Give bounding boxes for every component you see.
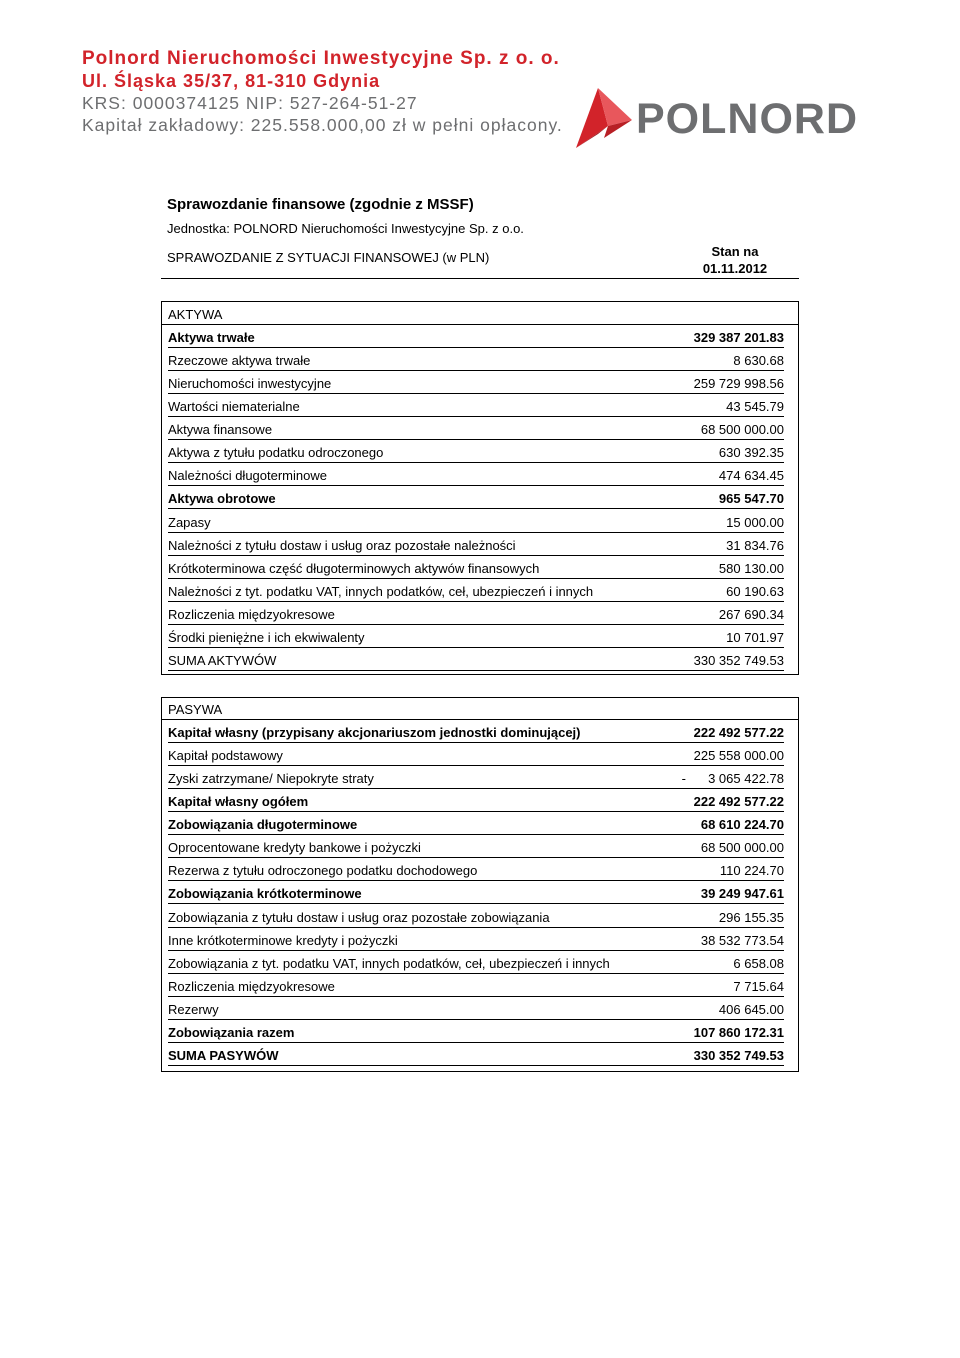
pasywa-row <box>168 1048 784 1064</box>
pasywa-row-rule <box>168 742 784 743</box>
aktywa-row-label: Zapasy <box>168 514 211 530</box>
aktywa-row-rule <box>168 555 784 556</box>
aktywa-row-value: 330 352 749.53 <box>693 652 784 668</box>
aktywa-row-rule <box>168 578 784 579</box>
pasywa-row-label: Zobowiązania długoterminowe <box>168 817 358 833</box>
pasywa-row-sign: - <box>681 771 686 787</box>
pasywa-row-value: 39 249 947.61 <box>700 886 784 902</box>
pasywa-row <box>168 933 784 949</box>
pasywa-table <box>161 697 799 1072</box>
pasywa-row-value: 222 492 577.22 <box>693 725 784 740</box>
aktywa-row-label: Aktywa finansowe <box>168 422 273 438</box>
pasywa-row-label: Zobowiązania krótkoterminowe <box>168 886 362 902</box>
pasywa-row-rule <box>168 950 784 951</box>
aktywa-row-rule <box>168 462 784 463</box>
pasywa-row <box>168 1002 784 1018</box>
aktywa-row-rule <box>168 485 784 486</box>
pasywa-row-rule <box>168 788 784 789</box>
aktywa-row-label: Aktywa obrotowe <box>168 491 276 507</box>
aktywa-row-rule <box>168 393 784 394</box>
pasywa-row-label: Kapitał własny ogółem <box>168 794 309 810</box>
aktywa-row-rule <box>168 439 784 440</box>
aktywa-row-label: Środki pieniężne i ich ekwiwalenty <box>168 629 365 645</box>
aktywa-row-label: Nieruchomości inwestycyjne <box>168 376 332 392</box>
pasywa-row-value: 107 860 172.31 <box>693 1024 784 1040</box>
aktywa-row <box>168 538 784 554</box>
pasywa-row-value: 222 492 577.22 <box>693 794 784 810</box>
pasywa-row-label: Zobowiązania z tytułu dostaw i usług oraz pozostałe zobowiązania <box>168 909 550 925</box>
aktywa-row-label: Rzeczowe aktywa trwałe <box>168 353 311 369</box>
aktywa-row-rule <box>168 601 784 602</box>
aktywa-row-label: Rozliczenia międzyokresowe <box>168 606 335 622</box>
aktywa-row-label: Krótkoterminowa część długoterminowych aktywów finansowych <box>168 560 540 576</box>
pasywa-row-label: Zobowiązania z tyt. podatku VAT, innych podatków, ceł, ubezpieczeń i innych <box>168 955 610 971</box>
pasywa-row-label: SUMA PASYWÓW <box>168 1047 279 1063</box>
aktywa-row-rule <box>168 670 784 671</box>
aktywa-row-value: 15 000.00 <box>726 514 784 530</box>
aktywa-row-value: 630 392.35 <box>718 445 784 461</box>
pasywa-row-rule <box>168 903 784 904</box>
pasywa-row <box>168 840 784 856</box>
aktywa-row <box>168 584 784 600</box>
pasywa-row-rule <box>168 1042 784 1043</box>
aktywa-row-rule <box>168 508 784 509</box>
aktywa-row-value: 267 690.34 <box>718 606 784 622</box>
pasywa-row-label: Zobowiązania razem <box>168 1024 295 1040</box>
pasywa-row-value: 7 715.64 <box>733 978 784 994</box>
pasywa-row-rule <box>168 834 784 835</box>
aktywa-row-value: 10 701.97 <box>726 629 784 645</box>
aktywa-row <box>168 515 784 531</box>
pasywa-row <box>168 794 784 810</box>
polnord-logo <box>574 86 859 152</box>
company-address: Ul. Śląska 35/37, 81-310 Gdynia <box>82 71 381 91</box>
report-date-header <box>700 243 770 277</box>
aktywa-row-label: SUMA AKTYWÓW <box>168 652 277 668</box>
aktywa-heading-rule <box>162 324 798 325</box>
aktywa-row <box>168 422 784 438</box>
aktywa-row <box>168 445 784 461</box>
aktywa-row-rule <box>168 624 784 625</box>
company-name: Polnord Nieruchomości Inwestycyjne Sp. z o. o. <box>82 48 560 69</box>
aktywa-row-label: Aktywa trwałe <box>168 330 255 345</box>
pasywa-row-label: Rezerwa z tytułu odroczonego podatku dochodowego <box>168 863 478 879</box>
aktywa-row-value: 31 834.76 <box>726 537 784 553</box>
stan-na-date: 01.11.2012 <box>702 261 768 276</box>
aktywa-row-rule <box>168 532 784 533</box>
aktywa-row-rule <box>168 416 784 417</box>
aktywa-row <box>168 399 784 415</box>
aktywa-row-value: 68 500 000.00 <box>700 422 784 438</box>
aktywa-row-value: 43 545.79 <box>726 399 784 415</box>
aktywa-table <box>161 301 799 675</box>
aktywa-row <box>168 653 784 669</box>
pasywa-row-rule <box>168 996 784 997</box>
pasywa-row <box>168 910 784 926</box>
pasywa-row-value: 225 558 000.00 <box>693 748 784 764</box>
company-header <box>82 48 563 136</box>
pasywa-row-label: Zyski zatrzymane/ Niepokryte straty <box>168 771 374 787</box>
aktywa-row-value: 259 729 998.56 <box>693 376 784 392</box>
pasywa-row <box>168 748 784 764</box>
pasywa-row-rule <box>168 927 784 928</box>
pasywa-row-label: Rozliczenia międzyokresowe <box>168 978 335 994</box>
pasywa-row <box>168 956 784 972</box>
aktywa-row-rule <box>168 347 784 348</box>
aktywa-row-label: Aktywa z tytułu podatku odroczonego <box>168 445 384 461</box>
aktywa-row-label: Należności z tytułu dostaw i usług oraz pozostałe należności <box>168 537 516 553</box>
header-divider <box>161 278 799 279</box>
aktywa-row-rule <box>168 647 784 648</box>
stan-na-label: Stan na <box>711 244 759 259</box>
pasywa-row <box>168 1025 784 1041</box>
aktywa-row <box>168 330 784 346</box>
pasywa-row-label: Kapitał własny (przypisany akcjonariuszom jednostki dominującej) <box>168 725 581 740</box>
pasywa-row-value: 330 352 749.53 <box>693 1047 784 1063</box>
aktywa-row-value: 474 634.45 <box>718 468 784 484</box>
pasywa-row <box>168 886 784 902</box>
pasywa-row-rule <box>168 1019 784 1020</box>
report-title: Sprawozdanie finansowe (zgodnie z MSSF) <box>167 196 474 213</box>
pasywa-row <box>168 817 784 833</box>
aktywa-row-label: Należności z tyt. podatku VAT, innych podatków, ceł, ubezpieczeń i innych <box>168 583 594 599</box>
pasywa-row-label: Rezerwy <box>168 1001 219 1017</box>
pasywa-row-value: 296 155.35 <box>718 909 784 925</box>
pasywa-row-label: Inne krótkoterminowe kredyty i pożyczki <box>168 932 398 948</box>
pasywa-row-rule <box>168 857 784 858</box>
pasywa-row <box>168 979 784 995</box>
company-capital: Kapitał zakładowy: 225.558.000,00 zł w pełni opłacony. <box>82 115 563 135</box>
report-section-title: SPRAWOZDANIE Z SYTUACJI FINANSOWEJ (w PLN) <box>167 250 490 265</box>
pasywa-row <box>168 771 784 787</box>
pasywa-row-rule <box>168 811 784 812</box>
aktywa-row <box>168 561 784 577</box>
pasywa-row-rule <box>168 1065 784 1066</box>
aktywa-row-value: 60 190.63 <box>726 583 784 599</box>
aktywa-row <box>168 376 784 392</box>
aktywa-row <box>168 607 784 623</box>
aktywa-row <box>168 630 784 646</box>
pasywa-heading-rule <box>162 719 798 720</box>
aktywa-heading: AKTYWA <box>168 307 223 322</box>
pasywa-row-value: 68 500 000.00 <box>700 840 784 856</box>
polnord-logo-mark-icon <box>574 86 634 152</box>
pasywa-row-value: 406 645.00 <box>718 1001 784 1017</box>
aktywa-row <box>168 491 784 507</box>
aktywa-row-value: 965 547.70 <box>718 491 784 507</box>
aktywa-row-value: 8 630.68 <box>733 353 784 369</box>
company-krs-nip: KRS: 0000374125 NIP: 527-264-51-27 <box>82 93 418 113</box>
aktywa-row-value: 329 387 201.83 <box>693 330 784 345</box>
pasywa-row-value: 38 532 773.54 <box>700 932 784 948</box>
pasywa-row-label: Kapitał podstawowy <box>168 748 283 764</box>
pasywa-row-rule <box>168 880 784 881</box>
aktywa-row <box>168 468 784 484</box>
aktywa-row-value: 580 130.00 <box>718 560 784 576</box>
aktywa-row <box>168 353 784 369</box>
pasywa-row-value: 110 224.70 <box>719 863 784 879</box>
pasywa-row-label: Oprocentowane kredyty bankowe i pożyczki <box>168 840 421 856</box>
pasywa-row-value: 3 065 422.78 <box>708 771 784 787</box>
report-unit: Jednostka: POLNORD Nieruchomości Inwestycyjne Sp. z o.o. <box>167 221 524 236</box>
polnord-logo-text: POLNORD <box>636 95 858 143</box>
pasywa-heading: PASYWA <box>168 702 223 717</box>
aktywa-row-label: Należności długoterminowe <box>168 468 327 484</box>
pasywa-row <box>168 863 784 879</box>
aktywa-row-rule <box>168 370 784 371</box>
pasywa-row-rule <box>168 973 784 974</box>
pasywa-row <box>168 725 784 741</box>
pasywa-row-rule <box>168 765 784 766</box>
pasywa-row-value: 68 610 224.70 <box>700 817 784 833</box>
aktywa-row-label: Wartości niematerialne <box>168 399 300 415</box>
pasywa-row-value: 6 658.08 <box>733 955 784 971</box>
